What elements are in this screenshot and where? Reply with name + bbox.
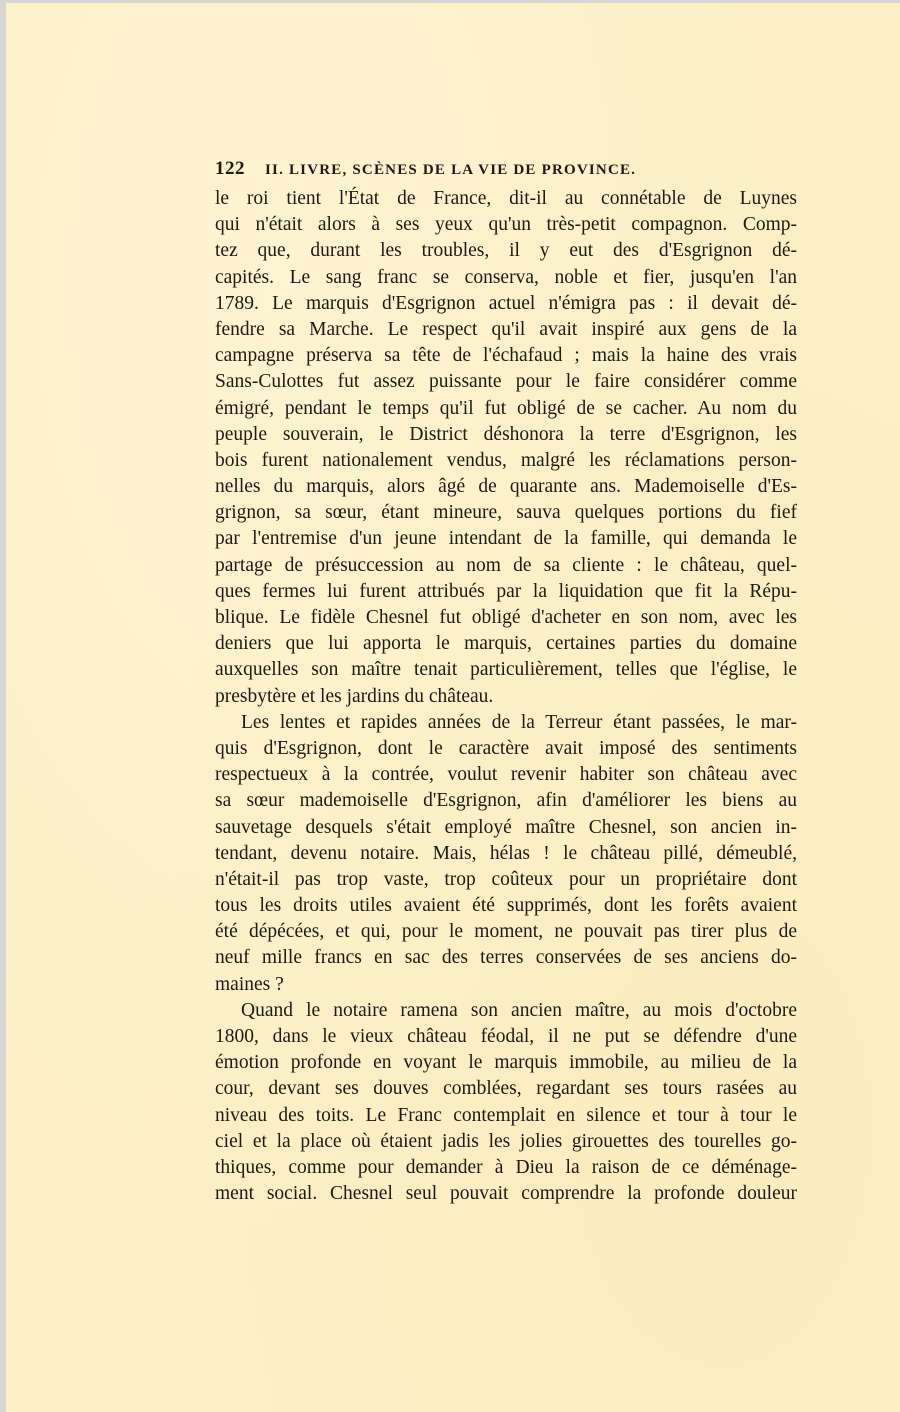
text-line xyxy=(215,1024,797,1050)
text-line xyxy=(215,474,797,500)
text-line-content: qui n'était alors à ses yeux qu'un très-petit compagnon. Comp- xyxy=(215,214,797,236)
text-line xyxy=(215,265,797,291)
text-line xyxy=(215,867,797,893)
text-line-content: 1789. Le marquis d'Esgrignon actuel n'émigra pas : il devait dé- xyxy=(215,292,797,314)
text-line xyxy=(215,579,797,605)
text-line xyxy=(215,1155,797,1181)
text-line xyxy=(215,186,797,212)
text-line xyxy=(215,605,797,631)
text-line-content: émotion profonde en voyant le marquis immobile, au milieu de la xyxy=(215,1052,797,1074)
text-line-content: peuple souverain, le District déshonora la terre d'Esgrignon, les xyxy=(215,423,797,445)
text-line-content: 1800, dans le vieux château féodal, il ne put se défendre d'une xyxy=(215,1026,797,1047)
text-line xyxy=(215,212,797,238)
text-line-content: capités. Le sang franc se conserva, noble et fier, jusqu'en l'an xyxy=(215,266,797,288)
text-line-content: grignon, sa sœur, étant mineure, sauva quelques portions du fief xyxy=(215,502,797,524)
text-line-content: campagne préserva sa tête de l'échafaud ; mais la haine des vrais xyxy=(215,345,797,367)
text-line-content: auxquelles son maître tenait particulièrement, telles que l'église, le xyxy=(215,659,797,681)
text-line-content: quis d'Esgrignon, dont le caractère avait imposé des sentiments xyxy=(215,737,797,759)
text-line xyxy=(215,919,797,945)
text-line-content: sauvetage desquels s'était employé maître Chesnel, son ancien in- xyxy=(215,816,797,838)
text-line-content: ciel et la place où étaient jadis les jolies girouettes des tourelles go- xyxy=(215,1130,797,1152)
text-line-content: partage de présuccession au nom de sa cliente : le château, quel- xyxy=(215,554,797,576)
text-line-content: fendre sa Marche. Le respect qu'il avait inspiré aux gens de la xyxy=(215,318,797,340)
text-line xyxy=(215,448,797,474)
text-line-content: niveau des toits. Le Franc contemplait en silence et tour à tour le xyxy=(215,1104,797,1126)
text-line xyxy=(215,422,797,448)
text-line xyxy=(215,631,797,657)
text-line xyxy=(215,762,797,788)
text-line-content: tous les droits utiles avaient été supprimés, dont les forêts avaient xyxy=(215,895,797,917)
text-line-content: thiques, comme pour demander à Dieu la raison de ce déménage- xyxy=(215,1156,797,1178)
text-line-content: Quand le notaire ramena son ancien maître, au mois d'octobre xyxy=(241,999,797,1021)
text-line-content: ment social. Chesnel seul pouvait comprendre la profonde douleur xyxy=(215,1183,797,1205)
text-line-content: ques fermes lui furent attribués par la liquidation que fit la Répu- xyxy=(215,580,797,602)
text-line xyxy=(215,553,797,579)
text-line xyxy=(215,736,797,762)
text-line-content: presbytère et les jardins du château. xyxy=(215,685,494,707)
book-page xyxy=(6,3,900,1412)
text-line-content: tendant, devenu notaire. Mais, hélas ! le château pillé, démeublé, xyxy=(215,842,797,864)
text-line xyxy=(215,396,797,422)
text-line-content: blique. Le fidèle Chesnel fut obligé d'acheter en son nom, avec les xyxy=(215,607,797,628)
text-line xyxy=(215,317,797,343)
text-line xyxy=(215,657,797,683)
text-line xyxy=(215,238,797,264)
text-line xyxy=(215,788,797,814)
text-line xyxy=(215,710,797,736)
text-line-content: deniers que lui apporta le marquis, certaines parties du domaine xyxy=(215,633,797,655)
text-line xyxy=(215,1103,797,1129)
text-line xyxy=(215,815,797,841)
text-line-content: nelles du marquis, alors âgé de quarante ans. Mademoiselle d'Es- xyxy=(215,476,797,498)
text-line-content: neuf mille francs en sac des terres conservées de ses anciens do- xyxy=(215,947,797,969)
page-number: 122 xyxy=(215,158,245,179)
text-line-content: tez que, durant les troubles, il y eut des d'Esgrignon dé- xyxy=(215,240,797,262)
text-line-content: Sans-Culottes fut assez puissante pour le faire considérer comme xyxy=(215,371,797,393)
text-line xyxy=(215,526,797,552)
running-head xyxy=(215,158,797,184)
text-line-content: cour, devant ses douves comblées, regardant ses tours rasées au xyxy=(215,1078,797,1100)
text-line-content: respectueux à la contrée, voulut revenir habiter son château avec xyxy=(215,764,797,786)
text-line xyxy=(215,500,797,526)
text-line-content: sa sœur mademoiselle d'Esgrignon, afin d'améliorer les biens au xyxy=(215,790,797,812)
text-line xyxy=(215,1050,797,1076)
text-block xyxy=(215,158,797,1207)
text-line-content: maines ? xyxy=(215,973,284,995)
text-line-content: émigré, pendant le temps qu'il fut obligé de se cacher. Au nom du xyxy=(215,397,797,419)
text-line-content: n'était-il pas trop vaste, trop coûteux pour un propriétaire dont xyxy=(215,868,797,890)
text-line xyxy=(215,291,797,317)
text-line xyxy=(215,945,797,971)
text-line xyxy=(215,998,797,1024)
text-line-content: Les lentes et rapides années de la Terreur étant passées, le mar- xyxy=(241,711,797,733)
text-line-content: été dépécées, et qui, pour le moment, ne pouvait pas tirer plus de xyxy=(215,921,797,943)
text-line xyxy=(215,369,797,395)
text-line xyxy=(215,684,797,710)
text-line xyxy=(215,343,797,369)
body-text xyxy=(215,186,797,1207)
running-head-title: II. LIVRE, SCÈNES DE LA VIE DE PROVINCE. xyxy=(265,162,637,178)
text-line-content: par l'entremise d'un jeune intendant de la famille, qui demanda le xyxy=(215,528,797,550)
text-line xyxy=(215,1076,797,1102)
text-line-content: le roi tient l'État de France, dit-il au connétable de Luynes xyxy=(215,188,797,209)
bleed-through-marks xyxy=(58,49,215,197)
text-line xyxy=(215,1181,797,1207)
text-line xyxy=(215,1129,797,1155)
text-line xyxy=(215,972,797,998)
text-line xyxy=(215,893,797,919)
text-line-content: bois furent nationalement vendus, malgré les réclamations person- xyxy=(215,449,797,471)
text-line xyxy=(215,841,797,867)
